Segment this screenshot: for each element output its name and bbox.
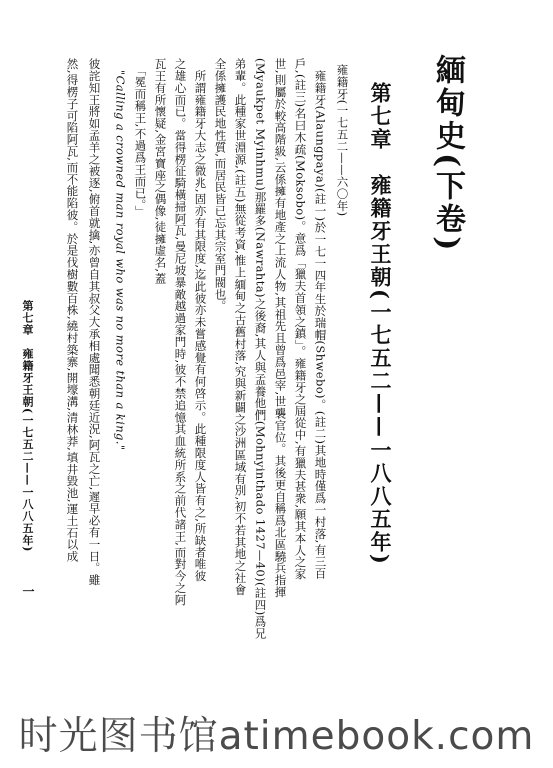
page-number: 一 [21, 585, 35, 597]
section-heading: 雍籍牙(一七五二——六〇年) [335, 64, 350, 217]
text-column: 戶,(註三)名曰木疏(Moksobo)。意爲「獵夫首領之鎮」。雍籍牙之屆從中,有獵夫甚衆,願其本人之家 [293, 58, 308, 580]
running-head: 第七章 雍籍牙王朝(一七五二——一八八五年) [21, 300, 34, 553]
text-column: (Myaukpet Myinhmu)那羅多(Nawrahta)之後裔,其人與孟養他們(Mohnyinthado 1427—40)(註四)爲兄 [253, 58, 268, 640]
text-column: 然,得楞子可陷阿瓦,而不能陷彼。於是伐樹數百株,繞村築寨,開壕溝,清林莽,填井毀池,運土石以成 [65, 58, 80, 563]
watermark: 时光图书馆atimebook.com [18, 714, 535, 759]
text-column: 弟輩。此種家世淵源,(註五)無從考資,惟上緬甸之古舊村落,究與新闢之沙洲區域有別,初不若其地之社會 [233, 58, 248, 596]
text-column: 世,則屬於較高階級,云係擁有地產之上流人物,其祖先且曾爲邑宰,世襲官位。其後更自稱爲北區驍兵指揮 [273, 58, 288, 598]
text-column: 瓦王有所懷疑,金宮寶座之偶像,徒擁虛名,蓋 [153, 58, 168, 285]
text-column: 全係擁護民地性質,而居民皆已忘其宗室門閥也。 [213, 58, 228, 312]
book-title: 緬甸史(下卷) [430, 54, 465, 254]
text-column: 雍籍牙(Alaungpaya)(註一)於一七一四年生於瑞帽(Shwebo)。(註二)其地時僅爲一村落,有三百 [313, 58, 328, 580]
quote-chinese: 「冕而稱王,不過爲王而已。」 [133, 58, 148, 218]
text-column: 彼詫知王將如孟羊之被逐,俯首就擒,亦曾自其叔父大承相處聞悉朝廷近況,阿瓦之亡,遲早必有一日。雖 [87, 58, 102, 586]
text-column: 所謂雍籍牙大志之微兆,固亦有其限度,迄此彼亦未嘗感覺有何啓示。此種限度人皆有之,所缺者唯彼 [193, 58, 208, 582]
chapter-title: 第七章 雍籍牙王朝(一七五二——一八八五年) [368, 82, 393, 566]
quote-english: "Calling a crowned man royal who was no more than a king." [113, 58, 128, 451]
text-column: 之雄心而已。當得楞征騎橫掃阿瓦,曼尼坡暴敵越過家門時,彼不禁追憶其血統所系之前代諸王,而對今之阿 [173, 58, 188, 606]
